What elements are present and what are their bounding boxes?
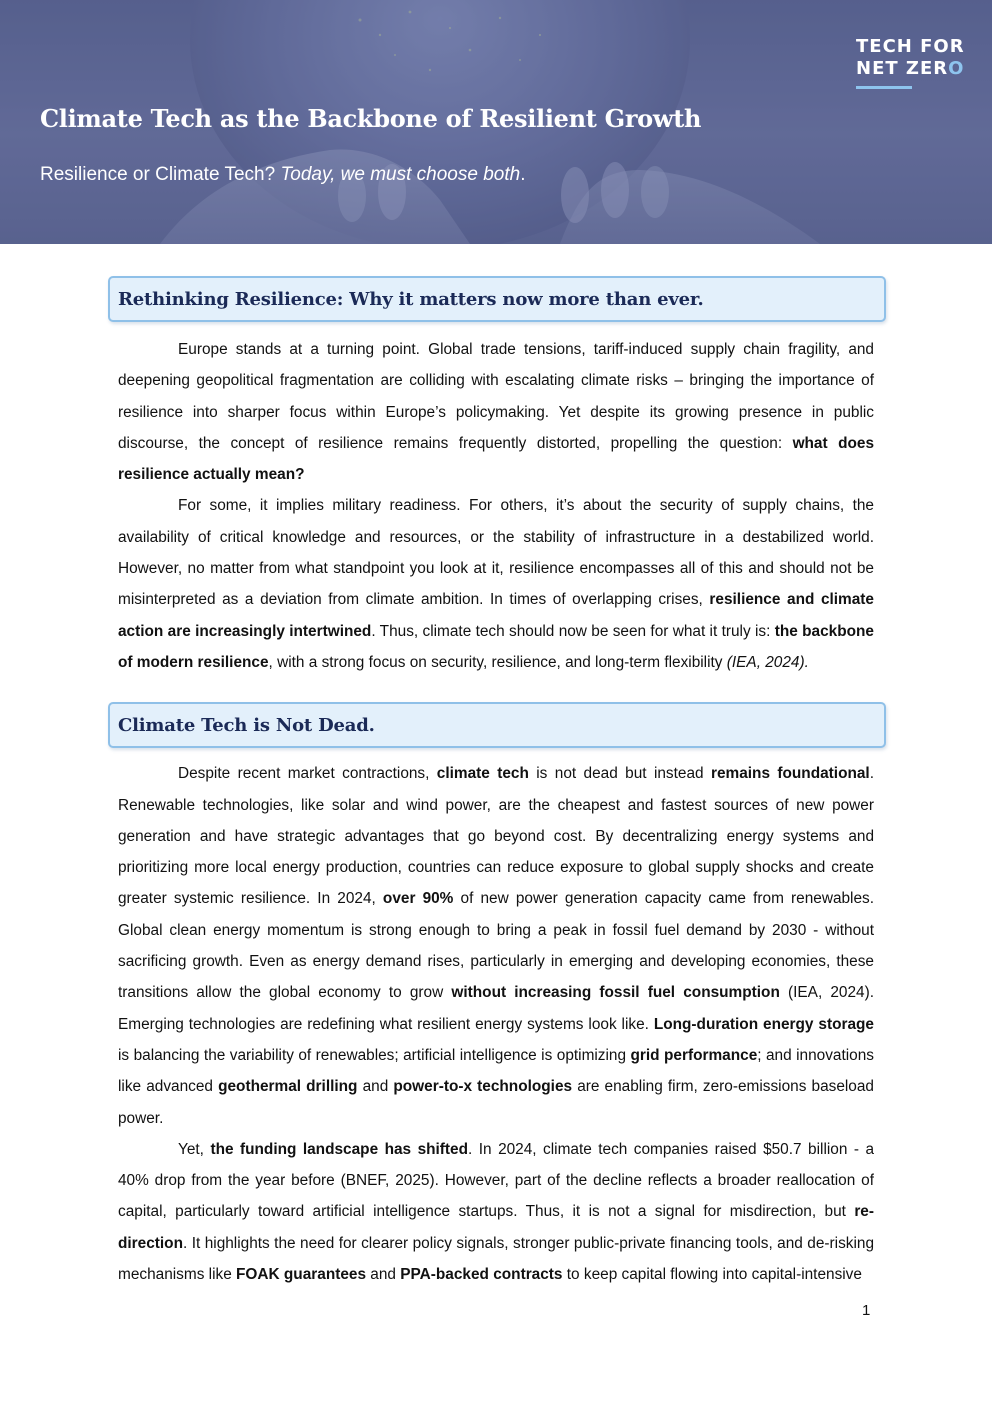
bold-text-run: without increasing fossil fuel consumption <box>451 984 780 1002</box>
bold-text-run: geothermal drilling <box>218 1078 358 1096</box>
paragraph-continues-wrapper <box>118 1134 874 1403</box>
text-run: and <box>357 1078 394 1096</box>
logo-accent-letter: O <box>948 58 965 79</box>
logo-line-2 <box>856 58 970 80</box>
text-run: is not dead but instead <box>528 765 711 783</box>
text-run: of new power generation capacity came from renewables. Global clean energy momentum is strong enough to bring a peak in fossil fuel demand by 2030 - without sacrificing growth. Even as energy demand rises, particularly in emerging and developing economies, these transitions allow the global economy to grow <box>118 890 875 1002</box>
document-subtitle <box>40 164 525 186</box>
logo-line-1: TECH FOR <box>856 36 965 57</box>
bold-text-run: power-to-x technologies <box>393 1078 573 1096</box>
bold-text-run: re-direction <box>118 1203 874 1252</box>
text-run: Europe stands at a turning point. Global trade tensions, tariff-induced supply chain fragility, and deepening geopolitical fragmentation are colliding with escalating climate risks – bringing the importance of resilience into sharper focus within Europe’s policymaking. Yet despite its growing presence in public discourse, the concept of resilience remains frequently distorted, propelling the question: <box>118 341 874 452</box>
text-run: , with a strong focus on security, resilience, and long-term flexibility <box>268 653 727 671</box>
subtitle-end: . <box>520 164 526 185</box>
bold-text-run: PPA-backed contracts <box>400 1266 563 1284</box>
bold-text-run: FOAK guarantees <box>236 1266 367 1284</box>
logo-underline <box>856 86 912 89</box>
header-banner <box>0 0 992 244</box>
bold-text-run: the funding landscape has shifted <box>210 1140 469 1158</box>
text-run: to keep capital flowing into capital-intensive <box>562 1266 862 1284</box>
text-run: . Renewable technologies, like solar and wind power, are the cheapest and fastest sources of new power generation and have strategic advantages that go beyond cost. By decentralizing energy systems and prioritizing more local energy production, countries can reduce exposure to global supply shocks and create greater systemic resilience. In 2024, <box>118 765 874 908</box>
bold-text-run: what does resilience actually mean? <box>118 434 874 484</box>
section-title: Climate Tech is Not Dead. <box>118 714 375 736</box>
bold-text-run: climate tech <box>436 765 529 783</box>
text-run: . It highlights the need for clearer policy signals, stronger public-private financing tools, and de-risking mechanisms like <box>118 1234 874 1284</box>
italic-text-run: (IEA, 2024). <box>726 653 809 671</box>
bold-text-run: Long-duration energy storage <box>653 1015 874 1033</box>
text-run: are enabling firm, zero-emissions baseload power. <box>118 1078 874 1127</box>
text-run: For some, it implies military readiness. For others, it’s about the security of supply chains, the availability of critical knowledge and resources, or the stability of infrastructure in a destabilized world. However, no matter from what standpoint you look at it, resilience encompasses all of this and should not be misinterpreted as a deviation from climate ambition. In times of overlapping crises, <box>118 497 874 609</box>
document-title: Climate Tech as the Backbone of Resilient Growth <box>40 104 702 133</box>
text-run: (IEA, 2024). Emerging technologies are redefining what resilient energy systems look like. <box>118 984 875 1033</box>
document-body <box>118 276 874 1403</box>
text-run: . Thus, climate tech should now be seen for what it truly is: <box>371 622 775 640</box>
text-run: Despite recent market contractions, <box>178 765 437 783</box>
bold-text-run: resilience and climate action are increasingly intertwined <box>118 591 874 640</box>
text-run: is balancing the variability of renewables; artificial intelligence is optimizing <box>118 1046 631 1064</box>
section-header-climate-tech-not-dead <box>108 702 886 748</box>
text-run: Yet, <box>178 1140 211 1158</box>
page-number: 1 <box>862 1302 871 1319</box>
bold-text-run: the backbone of modern resilience <box>118 622 874 671</box>
text-run: ; and innovations like advanced <box>118 1046 874 1096</box>
logo-line-2-prefix: NET ZER <box>856 58 949 79</box>
bold-text-run: over 90% <box>382 890 454 908</box>
tech-for-net-zero-logo <box>856 36 970 89</box>
subtitle-italic: Today, we must choose both <box>280 164 521 185</box>
paragraph <box>118 1134 874 1290</box>
paragraph <box>118 758 874 1134</box>
text-run: . In 2024, climate tech companies raised $50.7 billion - a 40% drop from the year before (BNEF, 2025). However, part of the decline reflects a broader reallocation of capital, particularly toward artificial intelligence startups. Thus, it is not a signal for misdirection, but <box>118 1140 874 1221</box>
paragraph <box>118 490 874 678</box>
text-run: and <box>366 1266 401 1284</box>
section-body-rethinking-resilience <box>118 334 874 678</box>
paragraph <box>118 334 874 490</box>
bold-text-run: remains foundational <box>710 765 870 783</box>
section-body-climate-tech-not-dead <box>118 758 874 1403</box>
section-header-rethinking-resilience <box>108 276 886 322</box>
bold-text-run: grid performance <box>630 1046 758 1064</box>
section-title: Rethinking Resilience: Why it matters now more than ever. <box>118 288 704 310</box>
subtitle-plain: Resilience or Climate Tech? <box>40 164 276 185</box>
